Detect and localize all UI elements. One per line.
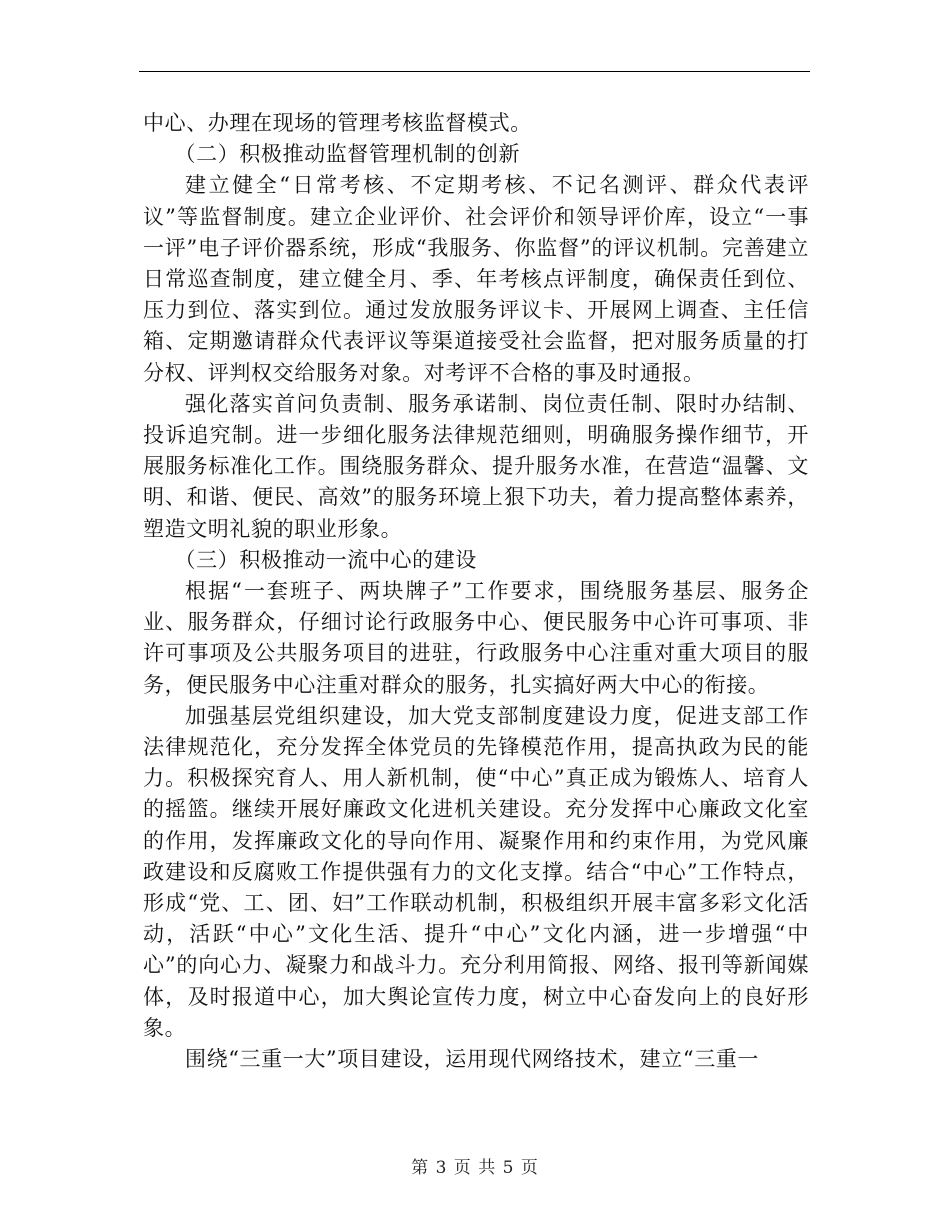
paragraph: 根据“一套班子、两块牌子”工作要求，围绕服务基层、服务企业、服务群众，仔细讨论行政服务中心、便民服务中心许可事项、非许可事项及公共服务项目的进驻，行政服务中心注重对重大项目的服务，便民服务中心注重对群众的服务，扎实搞好两大中心的衔接。 — [143, 579, 809, 697]
paragraph: 建立健全“日常考核、不定期考核、不记名测评、群众代表评议”等监督制度。建立企业评价、社会评价和领导评价库，设立“一事一评”电子评价器系统，形成“我服务、你监督”的评议机制。完善建立日常巡查制度，建立健全月、季、年考核点评制度，确保责任到位、压力到位、落实到位。通过发放服务评议卡、开展网上调查、主任信箱、定期邀请群众代表评议等渠道接受社会监督，把对服务质量的打分权、评判权交给服务对象。对考评不合格的事及时通报。 — [143, 173, 809, 385]
section-heading-3: （三）积极推动一流中心的建设 — [174, 547, 477, 572]
paragraph: 强化落实首问负责制、服务承诺制、岗位责任制、限时办结制、投诉追究制。进一步细化服务法律规范细则，明确服务操作细节，开展服务标准化工作。围绕服务群众、提升服务水准，在营造“温馨、文明、和谐、便民、高效”的服务环境上狠下功夫，着力提高整体素养，塑造文明礼貌的职业形象。 — [143, 391, 809, 541]
section-heading-2: （二）积极推动监督管理机制的创新 — [174, 142, 521, 167]
document-body — [143, 108, 809, 1075]
header-rule — [139, 71, 810, 72]
paragraph-continuation: 中心、办理在现场的管理考核监督模式。 — [143, 111, 532, 135]
paragraph: 加强基层党组织建设，加大党支部制度建设力度，促进支部工作法律规范化，充分发挥全体党员的先锋模范作用，提高执政为民的能力。积极探究育人、用人新机制，使“中心”真正成为锻炼人、培育人的摇篮。继续开展好廉政文化进机关建设。充分发挥中心廉政文化室的作用，发挥廉政文化的导向作用、凝聚作用和约束作用，为党风廉政建设和反腐败工作提供强有力的文化支撑。结合“中心”工作特点，形成“党、工、团、妇”工作联动机制，积极组织开展丰富多彩文化活动，活跃“中心”文化生活、提升“中心”文化内涵，进一步增强“中心”的向心力、凝聚力和战斗力。充分利用简报、网络、报刊等新闻媒体，及时报道中心，加大舆论宣传力度，树立中心奋发向上的良好形象。 — [143, 703, 809, 1040]
paragraph: 围绕“三重一大”项目建设，运用现代网络技术，建立“三重一 — [185, 1047, 760, 1072]
page-number-footer: 第 3 页 共 5 页 — [411, 1158, 539, 1178]
